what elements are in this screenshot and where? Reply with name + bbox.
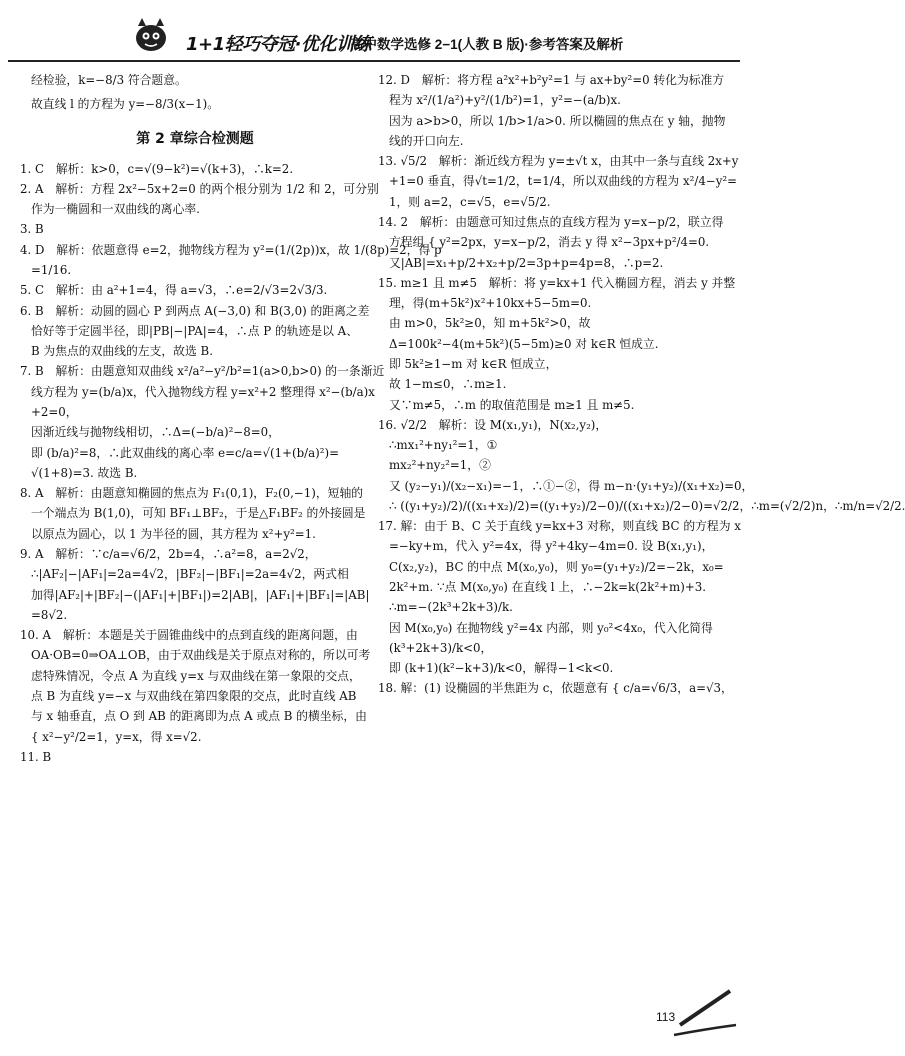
intro-line: 经检验，k=−8/3 符合题意。 — [31, 73, 187, 87]
answer-line: 18. 解：(1) 设椭圆的半焦距为 c，依题意有 { c/a=√6/3，a=√3， — [378, 681, 733, 696]
answer-line: +2=0， — [31, 405, 78, 420]
answer-line: 因为 a>b>0，所以 1/b>1/a>0. 所以椭圆的焦点在 y 轴，抛物 — [389, 113, 726, 128]
answer-line: 即 (b/a)²=8，∴此双曲线的离心率 e=c/a=√(1+(b/a)²)= — [31, 445, 340, 460]
answer-line: 6. B 解析：动圆的圆心 P 到两点 A(−3,0) 和 B(3,0) 的距离之差 — [20, 303, 370, 318]
answer-line: +1=0 垂直，得√t=1/2，t=1/4，所以双曲线的方程为 x²/4−y²= — [389, 174, 737, 189]
answer-line: 与 x 轴垂直，点 O 到 AB 的距离即为点 A 或点 B 的横坐标，由 — [31, 709, 367, 724]
answer-line: 12. D 解析：将方程 a²x²+b²y²=1 与 ax+by²=0 转化为标准方 — [378, 73, 725, 87]
book-subtitle: 高中数学选修 2−1(人教 B 版)·参考答案及解析 — [350, 37, 624, 52]
answer-line: 2k²+m. ∵点 M(x₀,y₀) 在直线 l 上，∴−2k=k(2k²+m)+3. — [389, 580, 706, 595]
answer-line: =1/16. — [31, 263, 72, 278]
header-rule — [8, 60, 740, 62]
answer-line: ∴mx₁²+ny₁²=1，① — [389, 438, 498, 453]
answer-line: 以原点为圆心，以 1 为半径的圆，其方程为 x²+y²=1. — [31, 526, 316, 541]
answer-line: 一个端点为 B(1,0)，可知 BF₁⊥BF₂，于是△F₁BF₂ 的外接圆是 — [31, 506, 366, 521]
page-header — [0, 0, 750, 62]
answer-line: Δ=100k²−4(m+5k²)(5−5m)≥0 对 k∈R 恒成立. — [389, 336, 659, 351]
answer-line: mx₂²+ny₂²=1，② — [389, 458, 491, 473]
answer-line: 11. B — [20, 749, 52, 764]
answer-line: 故 1−m≤0，∴m≥1. — [389, 377, 507, 392]
answer-line: 16. √2/2 解析：设 M(x₁,y₁)，N(x₂,y₂)， — [378, 417, 608, 432]
answer-line: 9. A 解析：∵c/a=√6/2，2b=4，∴a²=8，a=2√2， — [20, 546, 317, 561]
answer-line: 又|AB|=x₁+p/2+x₂+p/2=3p+p=4p=8，∴p=2. — [389, 255, 664, 270]
answer-line: (k³+2k+3)/k<0， — [389, 640, 493, 655]
answer-line: ∴m=−(2k³+2k+3)/k. — [389, 600, 513, 615]
answer-line: 2. A 解析：方程 2x²−5x+2=0 的两个根分别为 1/2 和 2，可分别 — [20, 181, 379, 196]
page-number: 113 — [656, 1010, 676, 1024]
answer-line: 虑特殊情况，令点 A 为直线 y=x 与双曲线在第一象限的交点， — [31, 668, 361, 683]
answer-line: 10. A 解析：本题是关于圆锥曲线中的点到直线的距离问题，由 — [20, 628, 358, 643]
answer-line: 5. C 解析：由 a²+1=4，得 a=√3，∴e=2/√3=2√3/3. — [20, 283, 328, 298]
answer-line: 13. √5/2 解析：渐近线方程为 y=±√t x，由其中一条与直线 2x+y — [378, 154, 739, 169]
answer-line: 1，则 a=2，c=√5，e=√5/2. — [389, 194, 551, 209]
answer-line: 点 B 为直线 y=−x 与双曲线在第四象限的交点，此时直线 AB — [31, 688, 357, 703]
answer-line: 加得|AF₂|+|BF₂|−(|AF₁|+|BF₁|)=2|AB|，|AF₁|+|BF₁|=|AB| — [31, 587, 370, 602]
answer-line: 因渐近线与抛物线相切，∴Δ=(−b/a)²−8=0， — [31, 425, 280, 440]
answer-line: C(x₂,y₂)，BC 的中点 M(x₀,y₀)，则 y₀=(y₁+y₂)/2=−2k，x₀= — [389, 559, 724, 574]
answer-line: 方程组 { y²=2px，y=x−p/2，消去 y 得 x²−3px+p²/4=0. — [389, 235, 710, 250]
answer-line: 1. C 解析：k>0，c=√(9−k²)=√(k+3)，∴k=2. — [20, 161, 294, 176]
answer-line: 3. B — [20, 222, 44, 237]
answer-line: 线方程为 y=(b/a)x，代入抛物线方程 y=x²+2 整理得 x²−(b/a)x — [31, 384, 375, 399]
answer-line: 由 m>0，5k²≥0，知 m+5k²>0，故 — [389, 316, 591, 331]
answer-line: 7. B 解析：由题意知双曲线 x²/a²−y²/b²=1(a>0,b>0) 的一条渐近 — [20, 364, 385, 379]
mascot-logo-icon — [128, 14, 174, 54]
answer-line: ∴|AF₂|−|AF₁|=2a=4√2，|BF₂|−|BF₁|=2a=4√2，两式相 — [31, 567, 349, 582]
right-column — [378, 70, 905, 699]
answer-line: 17. 解：由于 B、C 关于直线 y=kx+3 对称，则直线 BC 的方程为 x — [378, 519, 741, 534]
answer-line: 即 (k+1)(k²−k+3)/k<0，解得−1<k<0. — [389, 661, 614, 676]
answer-line: 线的开口向左. — [389, 133, 464, 148]
answer-line: 程为 x²/(1/a²)+y²/(1/b²)=1，y²=−(a/b)x. — [389, 93, 621, 108]
answer-line: 恰好等于定圆半径，即|PB|−|PA|=4，∴点 P 的轨迹是以 A、 — [31, 323, 359, 338]
answer-line: 又 (y₂−y₁)/(x₂−x₁)=−1，∴①−②，得 m−n·(y₁+y₂)/(x₁+x₂)=0， — [389, 478, 754, 493]
answer-line: 即 5k²≥1−m 对 k∈R 恒成立， — [389, 356, 558, 371]
answer-line: 14. 2 解析：由题意可知过焦点的直线方程为 y=x−p/2，联立得 — [378, 214, 724, 229]
answer-line: 又∵m≠5，∴m 的取值范围是 m≥1 且 m≠5. — [389, 397, 635, 412]
answer-line: 作为一椭圆和一双曲线的离心率. — [31, 202, 200, 217]
answer-line: B 为焦点的双曲线的左支，故选 B. — [31, 344, 213, 359]
answer-line: { x²−y²/2=1，y=x，得 x=√2. — [31, 729, 202, 744]
answer-line: 因 M(x₀,y₀) 在抛物线 y²=4x 内部，则 y₀²<4x₀，代入化简得 — [389, 620, 713, 635]
answer-line: 理，得(m+5k²)x²+10kx+5−5m=0. — [389, 296, 592, 311]
answer-line: √(1+8)=3. 故选 B. — [31, 465, 138, 480]
answer-line: =8√2. — [31, 607, 68, 622]
answer-line: 15. m≥1 且 m≠5 解析：将 y=kx+1 代入椭圆方程，消去 y 并整 — [378, 275, 736, 290]
brand-title: 1+1轻巧夺冠·优化训练 — [186, 34, 371, 55]
answer-line: =−ky+m，代入 y²=4x，得 y²+4ky−4m=0. 设 B(x₁,y₁)， — [389, 539, 714, 554]
answer-line: 8. A 解析：由题意知椭圆的焦点为 F₁(0,1)，F₂(0,−1)，短轴的 — [20, 486, 364, 501]
answer-line: 4. D 解析：依题意得 e=2，抛物线方程为 y²=(1/(2p))x，故 1/(8p)=2，得 p — [20, 242, 442, 257]
intro-line: 故直线 l 的方程为 y=−8/3(x−1)。 — [31, 97, 220, 112]
answer-line: OA·OB=0⇒OA⊥OB，由于双曲线是关于原点对称的，所以可考 — [31, 648, 371, 663]
section-title: 第 2 章综合检测题 — [136, 130, 254, 147]
answer-line: ∴ ((y₁+y₂)/2)/((x₁+x₂)/2)=((y₁+y₂)/2−0)/((x₁+x₂)/2−0)=√2/2，∴m=(√2/2)n，∴m/n=√2/2. — [389, 498, 905, 513]
